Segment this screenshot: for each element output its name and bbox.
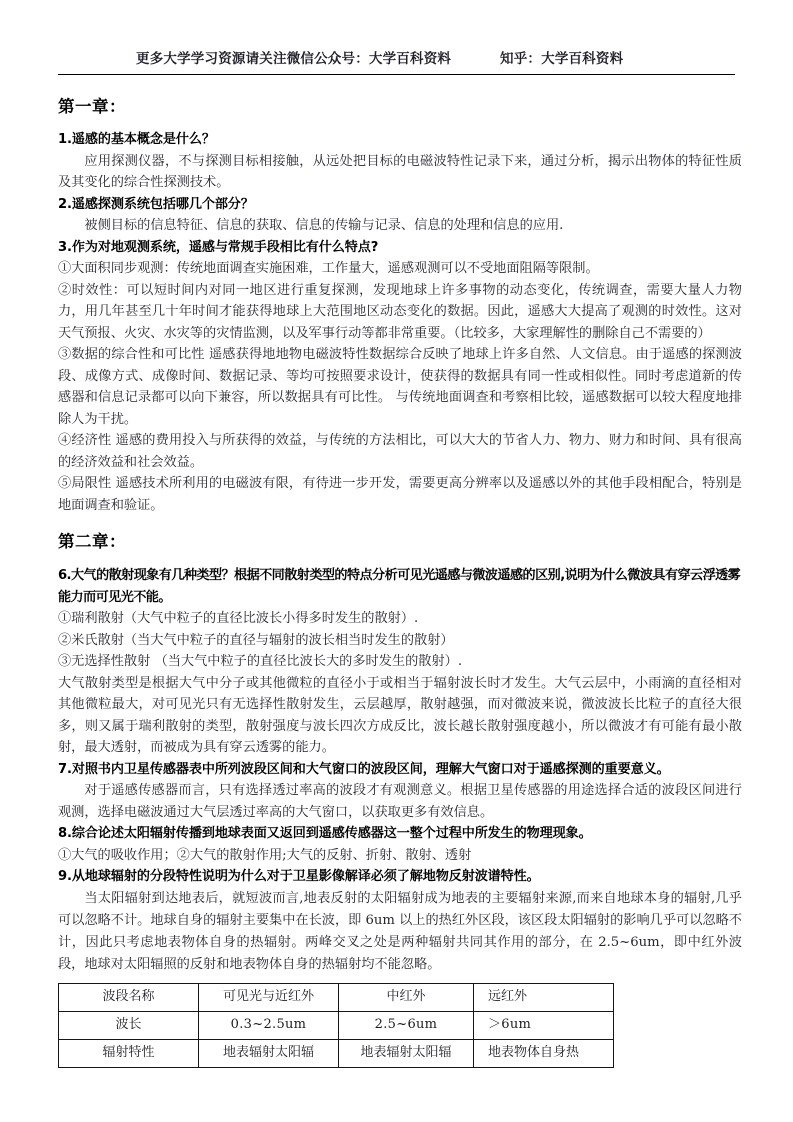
question-1-answer: 应用探测仪器，不与探测目标相接触，从远处把目标的电磁波特性记录下来，通过分析，揭示出物体的特征性质及其变化的综合性探测技术。 <box>58 153 742 190</box>
table-cell: 2.5~6um <box>339 1011 474 1039</box>
question-6-point-1: ①瑞利散射（大气中粒子的直径比波长小得多时发生的散射）. <box>58 611 419 626</box>
table-cell: 中红外 <box>339 983 474 1011</box>
question-7-answer: 对于遥感传感器而言，只有选择透过率高的波段才有观测意义。根据卫星传感器的用途选择合适的波段区间进行观测，选择电磁波通过大气层透过率高的大气窗口，以获取更多有效信息。 <box>58 783 742 820</box>
header-wechat-promo: 更多大学学习资源请关注微信公众号：大学百科资料 <box>136 51 452 67</box>
table-cell: 地表物体自身热 <box>474 1039 614 1067</box>
table-row <box>59 1039 614 1067</box>
question-3-point-4: ④经济性 遥感的费用投入与所获得的效益，与传统的方法相比，可以大大的节省人力、物力、财力和时间、具有很高的经济效益和社会效益。 <box>58 433 742 470</box>
table-cell: 远红外 <box>474 983 614 1011</box>
question-9-answer: 当太阳辐射到达地表后，就短波而言,地表反射的太阳辐射成为地表的主要辐射来源,而来自地球本身的辐射,几乎可以忽略不计。地球自身的辐射主要集中在长波，即 6um 以上的热红外区段，该区段太阳辐射的影响几乎可以忽略不计，因此只考虑地表物体自身的热辐射。两峰交叉之处是两种辐射共同其作用的部分，在 2.5~6um，即中红外波段，地球对太阳辐照的反射和地表物体自身的热辐射均不能忽略。 <box>58 890 742 972</box>
page-header <box>0 0 793 78</box>
table-row <box>59 1011 614 1039</box>
table-row-label: 辐射特性 <box>59 1039 199 1067</box>
table-cell: ＞6um <box>474 1011 614 1039</box>
chapter-two-heading: 第二章： <box>58 532 126 551</box>
chapter-one-heading: 第一章： <box>58 97 126 116</box>
table-cell: 地表辐射太阳辐 <box>339 1039 474 1067</box>
question-6-point-3: ③无选择性散射 （当大气中粒子的直径比波长大的多时发生的散射）. <box>58 654 463 669</box>
question-3-point-3: ③数据的综合性和可比性 遥感获得地地物电磁波特性数据综合反映了地球上许多自然、人文信息。由于遥感的探测波段、成像方式、成像时间、数据记录、等均可按照要求设计，使获得的数据具有同一性或相似性。同时考虑道新的传感器和信息记录都可以向下兼容，所以数据具有可比性。 与传统地面调查和考察相比较，遥感数据可以较大程度地排除人为干扰。 <box>58 347 742 427</box>
question-3-heading: 3.作为对地观测系统，遥感与常规手段相比有什么特点? <box>58 239 379 255</box>
question-3-point-2: ②时效性：可以短时间内对同一地区进行重复探测，发现地球上许多事物的动态变化，传统调查，需要大量人力物力，用几年甚至几十年时间才能获得地球上大范围地区动态变化的数据。因此，遥感大大提高了观测的时效性。这对天气预报、火灾、水灾等的灾情监测，以及军事行动等都非常重要。（比较多，大家理解性的删除自己不需要的） <box>58 282 742 341</box>
question-3-point-5: ⑤局限性 遥感技术所利用的电磁波有限，有待进一步开发，需要更高分辨率以及遥感以外的其他手段相配合，特别是地面调查和验证。 <box>58 476 742 513</box>
table-cell: 0.3~2.5um <box>199 1011 339 1039</box>
header-text-line <box>58 47 735 67</box>
wavelength-band-table-body <box>59 983 614 1067</box>
question-8-answer: ①大气的吸收作用；②大气的散射作用;大气的反射、折射、散射、透射 <box>58 847 472 863</box>
question-6-paragraph: 大气散射类型是根据大气中分子或其他微粒的直径小于或相当于辐射波长时才发生。大气云层中，小雨滴的直径相对其他微粒最大，对可见光只有无选择性散射发生，云层越厚，散射越强，而对微波来说，微波波长比粒子的直径大很多，则又属于瑞利散射的类型，散射强度与波长四次方成反比，波长越长散射强度越小，所以微波才有可能有最小散射，最大透射，而被成为具有穿云透雾的能力。 <box>58 675 742 755</box>
wavelength-band-table <box>58 983 614 1068</box>
header-zhihu-promo: 知乎：大学百科资料 <box>500 51 624 67</box>
table-row-label: 波段名称 <box>59 983 199 1011</box>
question-8-heading: 8.综合论述太阳辐射传播到地球表面又返回到遥感传感器这一整个过程中所发生的物理现象。 <box>58 826 592 841</box>
question-2-answer: 被侧目标的信息特征、信息的获取、信息的传输与记录、信息的处理和信息的应用. <box>84 218 564 233</box>
table-row-label: 波长 <box>59 1011 199 1039</box>
table-cell: 地表辐射太阳辐 <box>199 1039 339 1067</box>
question-3-point-1: ①大面积同步观测：传统地面调查实施困难，工作量大，遥感观测可以不受地面阻隔等限制。 <box>58 261 599 276</box>
question-6-heading: 6.大气的散射现象有几种类型？根据不同散射类型的特点分析可见光遥感与微波遥感的区别,说明为什么微波具有穿云浮透雾能力而可见光不能。 <box>58 568 741 605</box>
header-divider-rule <box>58 74 735 75</box>
question-2-heading: 2.遥感探测系统包括哪几个部分？ <box>58 196 254 212</box>
question-9-heading: 9.从地球辐射的分段特性说明为什么对于卫星影像解译必须了解地物反射波谱特性。 <box>58 869 540 884</box>
document-body <box>58 94 742 1068</box>
question-6-point-2: ②米氏散射（当大气中粒子的直径与辐射的波长相当时发生的散射） <box>58 632 454 648</box>
table-cell: 可见光与近红外 <box>199 983 339 1011</box>
table-row <box>59 983 614 1011</box>
question-1-heading: 1.遥感的基本概念是什么？ <box>58 132 215 147</box>
question-7-heading: 7.对照书内卫星传感器表中所列波段区间和大气窗口的波段区间，理解大气窗口对于遥感探测的重要意义。 <box>58 761 670 777</box>
